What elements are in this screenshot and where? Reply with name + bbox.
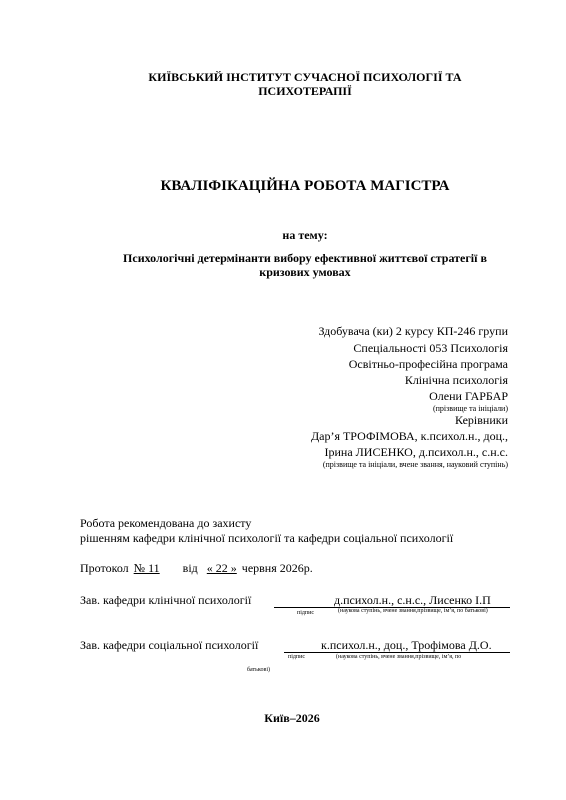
head-clinical-field	[274, 593, 510, 608]
head-social-sign-note: підпис	[288, 654, 306, 660]
protocol-line	[80, 561, 313, 576]
head-clinical-sign-note: підпис	[297, 610, 315, 616]
head-social-value: к.психол.н., доц., Трофімова Д.О.	[321, 638, 492, 652]
head-social-details-note: (наукова ступінь, вчене звання,прізвище, ім’я, по	[336, 654, 462, 660]
institute-name-line1: КИЇВСЬКИЙ ІНСТИТУТ СУЧАСНОЇ ПСИХОЛОГІЇ ТА	[148, 70, 462, 84]
author-program-type: Освітньо-професійна програма	[348, 357, 508, 371]
protocol-from: від	[182, 561, 198, 575]
recommendation-line1: Робота рекомендована до захисту	[80, 516, 252, 530]
institute-name-line2: ПСИХОТЕРАПІЇ	[258, 84, 352, 98]
author-specialty: Спеціальності 053 Психологія	[353, 341, 508, 355]
city-year: Київ–2026	[264, 711, 320, 725]
head-clinical-value: д.психол.н., с.н.с., Лисенко І.П	[334, 593, 491, 607]
supervisor-1: Дар’я ТРОФІМОВА, к.психол.н., доц.,	[310, 429, 508, 443]
author-name: Олени ГАРБАР	[429, 389, 508, 403]
head-clinical-details-note: (наукова ступінь, вчене звання,прізвище, ім’я, по батькові)	[338, 608, 488, 614]
protocol-date: « 22 »	[206, 561, 237, 575]
head-social-label: Зав. кафедри соціальної психології	[80, 638, 259, 652]
topic-line1: Психологічні детермінанти вибору ефективної життєвої стратегії в	[123, 251, 487, 265]
author-name-note: (прізвище та ініціали)	[432, 404, 508, 413]
author-course-group: Здобувача (ки) 2 курсу КП-246 групи	[318, 324, 508, 338]
topic-line2: кризових умовах	[259, 265, 351, 279]
work-title: КВАЛІФІКАЦІЙНА РОБОТА МАГІСТРА	[160, 178, 450, 194]
protocol-month-year: червня 2026р.	[241, 561, 313, 575]
head-social-details-note-cont: батькові)	[247, 667, 271, 673]
head-social-field	[284, 638, 510, 653]
protocol-number: № 11	[133, 561, 160, 575]
head-clinical-label: Зав. кафедри клінічної психології	[80, 593, 252, 607]
supervisors-label: Керівники	[455, 413, 508, 427]
topic-label: на тему:	[282, 228, 328, 242]
protocol-label: Протокол	[80, 561, 129, 575]
author-program-name: Клінічна психологія	[404, 373, 508, 387]
supervisors-note: (прізвище та ініціали, вчене звання, науковий ступінь)	[322, 460, 508, 469]
recommendation-line2: рішенням кафедри клінічної психології та кафедри соціальної психології	[80, 531, 454, 545]
supervisor-2: Ірина ЛИСЕНКО, д.психол.н., с.н.с.	[324, 445, 508, 459]
